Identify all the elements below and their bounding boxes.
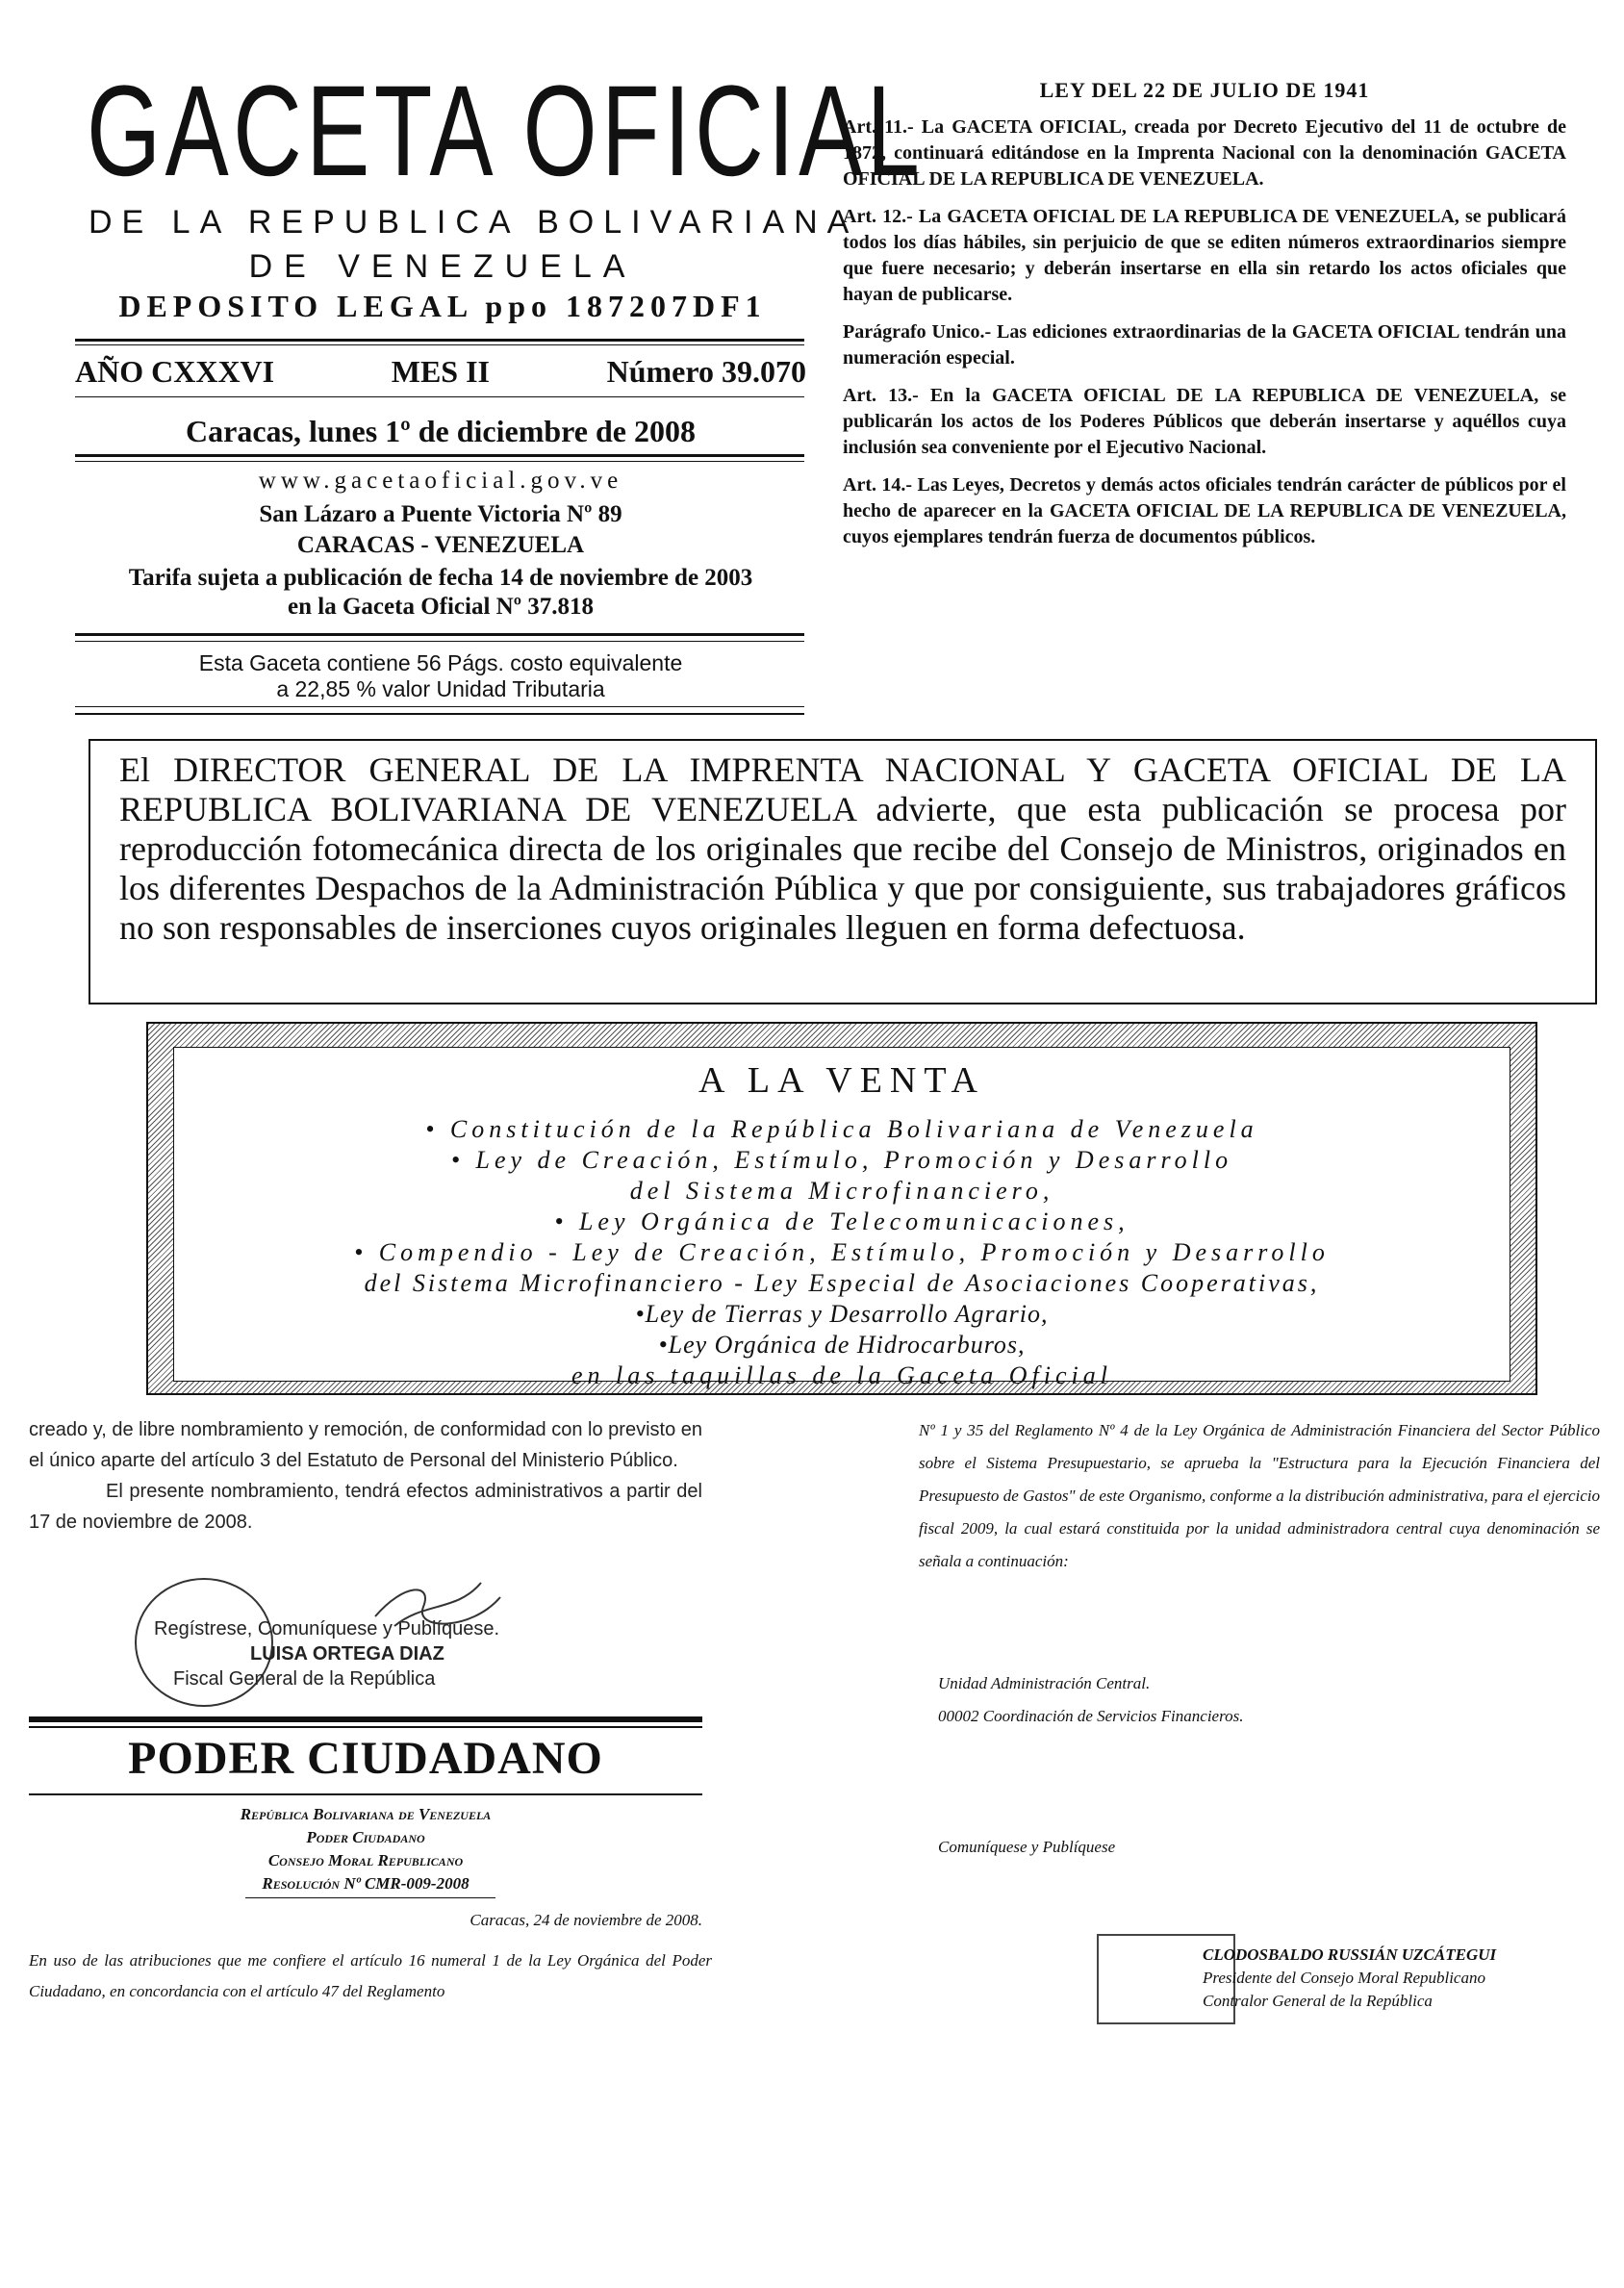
issue-month: MES II (391, 354, 490, 389)
for-sale-item: • Ley de Creación, Estímulo, Promoción y Desarrollo (450, 1146, 1233, 1174)
for-sale-item: •Ley Orgánica de Hidrocarburos, (658, 1331, 1026, 1359)
for-sale-item: • Compendio - Ley de Creación, Estímulo, Promoción y Desarrollo (354, 1238, 1330, 1266)
signature-block (1203, 1944, 1496, 2013)
masthead-divider (75, 633, 804, 636)
unidad-line: 00002 Coordinación de Servicios Financieros. (938, 1707, 1244, 1725)
masthead-divider (75, 461, 804, 462)
section-divider (29, 1793, 702, 1795)
article-13: Art. 13.- En la GACETA OFICIAL DE LA REPUBLICA DE VENEZUELA, se publicarán los actos de los Poderes Públicos que deberán insertarse y aquéllos cuya inclusión sea conveniente por el Ejecutivo Nacional. (843, 385, 1566, 458)
for-sale-item: del Sistema Microfinanciero - Ley Especial de Asociaciones Cooperativas, (364, 1269, 1320, 1297)
for-sale-inner (173, 1047, 1510, 1389)
ministerio-resolution-tail (29, 1414, 702, 1538)
signer-name: LUISA ORTEGA DIAZ (250, 1643, 444, 1665)
ley-column (843, 77, 1566, 562)
masthead-divider (75, 344, 804, 345)
for-sale-title: A LA VENTA (698, 1060, 985, 1101)
section-divider (245, 1897, 495, 1898)
tarifa-note (75, 564, 806, 622)
for-sale-box (146, 1022, 1537, 1395)
comuniquese-line: Comuníquese y Publíquese (938, 1838, 1116, 1856)
gazette-subtitle-1: DE LA REPUBLICA BOLIVARIANA (89, 204, 859, 241)
director-notice-box (89, 739, 1597, 1004)
signer-role: Presidente del Consejo Moral Republicano (1203, 1969, 1485, 1987)
resolution-header-line: Poder Ciudadano (306, 1828, 425, 1846)
resolution-number: Resolución Nº CMR-009-2008 (262, 1874, 469, 1893)
unidad-line: Unidad Administración Central. (938, 1674, 1151, 1692)
masthead-divider (75, 641, 804, 642)
registrese-line: Regístrese, Comuníquese y Publíquese. (154, 1618, 500, 1640)
gazette-subtitle-2: DE VENEZUELA (248, 248, 637, 285)
resolution-paragraph: El presente nombramiento, tendrá efectos administrativos a partir del 17 de noviembre de 2008. (29, 1481, 702, 1533)
for-sale-item: •Ley de Tierras y Desarrollo Agrario, (635, 1300, 1049, 1328)
masthead-divider (75, 454, 804, 457)
signer-name: CLODOSBALDO RUSSIÁN UZCÁTEGUI (1203, 1945, 1497, 1964)
for-sale-item: en las taquillas de la Gaceta Oficial (571, 1361, 1112, 1389)
issue-date: Caracas, lunes 1º de diciembre de 2008 (186, 414, 696, 448)
resolution-paragraph: creado y, de libre nombramiento y remoción, de conformidad con lo previsto en el único aparte del artículo 3 del Estatuto de Personal del Ministerio Público. (29, 1419, 702, 1471)
signer-role: Fiscal General de la República (173, 1668, 436, 1690)
gazette-address: San Lázaro a Puente Victoria Nº 89 (259, 501, 622, 527)
gazette-city: CARACAS - VENEZUELA (296, 532, 585, 558)
article-12: Art. 12.- La GACETA OFICIAL DE LA REPUBLICA DE VENEZUELA, se publicará todos los días hábiles, sin perjuicio de que se editen números extraordinarios siempre que fuere necesario; y deberán insertarse en ella sin retardo los actos oficiales que hayan de publicarse. (843, 206, 1566, 305)
section-divider (29, 1726, 702, 1728)
notice-line-1: Esta Gaceta contiene 56 Págs. costo equivalente (198, 650, 683, 675)
resolution-header-line: República Bolivariana de Venezuela (240, 1805, 492, 1823)
director-notice-text: El DIRECTOR GENERAL DE LA IMPRENTA NACIONAL Y GACETA OFICIAL DE LA REPUBLICA BOLIVARIANA DE VENEZUELA advierte, que esta publicación se procesa por reproducción fotomecánica directa de los originales que recibe del Consejo de Ministros, originados en los diferentes Despachos de la Administración Pública y que por consiguiente, sus trabajadores gráficos no son responsables de inserciones cuyos originales lleguen en forma defectuosa. (119, 750, 1566, 947)
resolution-header-line: Consejo Moral Republicano (267, 1851, 464, 1869)
paragrafo-unico: Parágrafo Unico.- Las ediciones extraordinarias de la GACETA OFICIAL tendrán una numeración especial. (843, 321, 1566, 369)
article-11: Art. 11.- La GACETA OFICIAL, creada por Decreto Ejecutivo del 11 de octubre de 1872, continuará editándose en la Imprenta Nacional con la denominación GACETA OFICIAL DE LA REPUBLICA DE VENEZUELA. (843, 116, 1566, 190)
ley-title: LEY DEL 22 DE JULIO DE 1941 (1039, 78, 1370, 102)
for-sale-item: • Ley Orgánica de Telecomunicaciones, (554, 1208, 1129, 1235)
resolution-date: Caracas, 24 de noviembre de 2008. (469, 1911, 702, 1929)
issue-number: Número 39.070 (606, 354, 806, 389)
masthead-divider (75, 706, 804, 707)
issue-year: AÑO CXXXVI (75, 354, 275, 389)
masthead-divider (75, 339, 804, 342)
resolution-text: En uso de las atribuciones que me confiere el artículo 16 numeral 1 de la Ley Orgánica del Poder Ciudadano, en concordancia con el artículo 47 del Reglamento (29, 1951, 712, 2000)
masthead-divider (75, 713, 804, 715)
page-count-notice (75, 650, 806, 702)
estructura-resolution-text: Nº 1 y 35 del Reglamento Nº 4 de la Ley Orgánica de Administración Financiera del Sector Público sobre el Sistema Presupuestario, se aprueba la "Estructura para la Ejecución Financiera del Presupuesto de Gastos" de este Organismo, conforme a la distribución administrativa, para el ejercicio fiscal 2009, la cual estará constituida por la unidad administradora central cuya denominación se señala a continuación: (919, 1421, 1600, 1570)
article-14: Art. 14.- Las Leyes, Decretos y demás actos oficiales tendrán carácter de públicos por el hecho de aparecer en la GACETA OFICIAL DE LA REPUBLICA DE VENEZUELA, cuyos ejemplares tendrán fuerza de documentos públicos. (843, 474, 1566, 547)
notice-line-2: a 22,85 % valor Unidad Tributaria (276, 676, 605, 701)
deposito-legal: DEPOSITO LEGAL ppo 187207DF1 (118, 289, 767, 323)
tarifa-line-2: en la Gaceta Oficial Nº 37.818 (288, 594, 594, 620)
tarifa-line-1: Tarifa sujeta a publicación de fecha 14 de noviembre de 2003 (128, 565, 753, 591)
gazette-website: www.gacetaoficial.gov.ve (258, 468, 623, 494)
section-title-poder-ciudadano: PODER CIUDADANO (128, 1733, 603, 1784)
for-sale-item: • Constitución de la República Bolivariana de Venezuela (425, 1115, 1258, 1143)
handwritten-signature (366, 1563, 510, 1640)
masthead-divider (75, 396, 804, 397)
signer-role: Contralor General de la República (1203, 1992, 1433, 2010)
section-divider (29, 1716, 702, 1722)
gazette-title: GACETA OFICIAL (87, 60, 925, 203)
for-sale-item: del Sistema Microfinanciero, (629, 1177, 1054, 1205)
issue-line (75, 354, 806, 390)
